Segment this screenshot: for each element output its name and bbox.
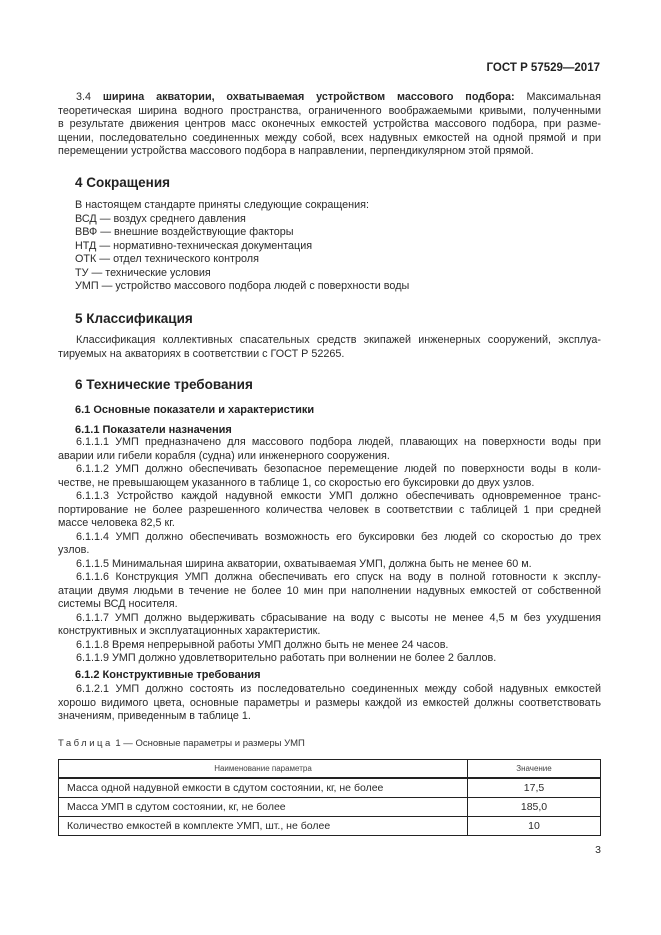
clause-paragraph: [58, 558, 601, 572]
section-5-title: 5 Классификация: [75, 311, 193, 326]
definition-text: Максимальная: [526, 91, 601, 103]
text-line: 6.1.1.6 Конструкция УМП должна обеспечивать его спуск на воду в полной готовности к эксплу-: [76, 571, 601, 583]
text-line: 6.1.1.7 УМП должно выдерживать сбрасывание на воду с высоты не менее 4,5 м без ухудшения: [76, 611, 601, 624]
text-line: честве, не превышающем указанного в таблице 1, со скоростью его буксировки до двух узлов.: [58, 476, 535, 489]
value-cell: 17,5: [468, 778, 601, 798]
defined-term: ширина акватории, охватываемая устройством массового подбора:: [102, 91, 515, 103]
text-line: 6.1.1.9 УМП должно удовлетворительно работать при волнении не более 2 баллов.: [76, 652, 497, 664]
subsection-6-1-title: 6.1 Основные показатели и характеристики: [75, 404, 315, 416]
parameters-table: [58, 759, 601, 836]
table-row: [59, 798, 601, 817]
table-row: [59, 817, 601, 836]
value-cell: 185,0: [468, 798, 601, 817]
text-line: атации двумя людьми в течение не более 10 мин при наполнении надувных емкостей от собственной: [58, 584, 601, 597]
section-3-4: [58, 91, 601, 159]
text-line: 6.1.1.4 УМП должно обеспечивать возможность его буксировки без людей со скоростью до трех: [76, 530, 601, 543]
clause-number: 3.4: [76, 91, 92, 103]
clause-paragraph: [58, 436, 601, 463]
text-line: системы ВСД носителя.: [58, 598, 178, 610]
text-line: 6.1.1.5 Минимальная ширина акватории, охватываемая УМП, должна быть не менее 60 м.: [76, 557, 532, 570]
abbreviation-item: ТУ — технические условия: [75, 266, 211, 279]
abbreviations-intro: В настоящем стандарте приняты следующие сокращения:: [75, 199, 369, 211]
text-line: 6.1.1.1 УМП предназначено для массового подбора людей, плавающих на поверхности воды при: [76, 436, 601, 448]
abbreviation-item: ВСД — воздух среднего давления: [75, 212, 246, 225]
document-header: ГОСТ Р 57529—2017: [486, 62, 600, 74]
column-header-parameter: Наименование параметра: [59, 760, 468, 779]
text-line: теоретическая ширина водного пространства, ограниченного воображаемыми кривыми, полученными: [58, 104, 601, 117]
table-caption-title: 1 — Основные параметры и размеры УМП: [112, 738, 305, 749]
parameter-cell: Масса одной надувной емкости в сдутом состоянии, кг, не более: [59, 778, 468, 798]
text-line: щении, последовательно соединенных между собой, всех надувных емкостей на одной прямой и при: [58, 131, 601, 144]
text-line: в результате движения центров масс оконечных емкостей устройства массового подбора, при разме-: [58, 118, 601, 130]
table-row: [59, 778, 601, 798]
definition-first-line: [58, 91, 601, 105]
text-line: аварии или гибели корабля (судна) или инженерного сооружения.: [58, 449, 390, 462]
subsection-6-1-2-title: 6.1.2 Конструктивные требования: [75, 669, 261, 681]
table-header-row: [59, 760, 601, 779]
clause-paragraph: [58, 639, 601, 653]
page-number: 3: [595, 844, 601, 856]
value-cell: 10: [468, 817, 601, 836]
text-line: значениям, приведенным в таблице 1.: [58, 710, 251, 722]
abbreviation-item: ВВФ — внешние воздействующие факторы: [75, 226, 294, 238]
table-caption: [58, 738, 305, 749]
clause-paragraph: [58, 652, 601, 666]
text-line: Классификация коллективных спасательных средств экипажей инженерных сооружений, эксплуа-: [76, 334, 601, 346]
clause-paragraph: [58, 490, 601, 531]
clause-paragraph: [58, 531, 601, 558]
text-line: 6.1.1.2 УМП должно обеспечивать безопасное перемещение людей по поверхности воды в коли-: [76, 463, 601, 475]
section-4-title: 4 Сокращения: [75, 175, 170, 190]
clause-paragraph: [58, 612, 601, 639]
text-line: массе человека 82,5 кг.: [58, 517, 175, 529]
clause-paragraph: [58, 571, 601, 612]
text-line: перемещении устройства массового подбора в направлении, перпендикулярном этой прямой.: [58, 145, 534, 157]
abbreviation-item: УМП — устройство массового подбора людей с поверхности воды: [75, 280, 410, 292]
table-caption-label: Таблица: [58, 738, 113, 749]
section-6-1-2-text: [58, 683, 601, 724]
text-line: портирование не более разрешенного количества человек в соответствии с таблицей 1 при средней: [58, 503, 601, 516]
clause-paragraph: [58, 463, 601, 490]
text-line: хорошо видимого цвета, основные параметры и размеры каждой из емкостей должны соответствовать: [58, 696, 601, 709]
abbreviation-item: ОТК — отдел технического контроля: [75, 253, 259, 265]
abbreviation-item: НТД — нормативно-техническая документация: [75, 239, 313, 252]
column-header-value: Значение: [468, 760, 601, 779]
parameter-cell: Масса УМП в сдутом состоянии, кг, не более: [59, 798, 468, 817]
abbreviations-list: [75, 199, 595, 294]
parameter-cell: Количество емкостей в комплекте УМП, шт., не более: [59, 817, 468, 836]
section-5-text: [58, 334, 601, 361]
subsection-6-1-1-title: 6.1.1 Показатели назначения: [75, 424, 232, 436]
text-line: тируемых на акваториях в соответствии с ГОСТ Р 52265.: [58, 347, 345, 360]
clause-paragraph: [58, 683, 601, 724]
text-line: 6.1.2.1 УМП должно состоять из последовательно соединенных между собой надувных емкостей: [76, 683, 601, 695]
text-line: конструктивных и эксплуатационных характеристик.: [58, 625, 321, 637]
text-line: узлов.: [58, 544, 90, 556]
text-line: 6.1.1.3 Устройство каждой надувной емкости УМП должно обеспечивать одновременное транс-: [76, 490, 601, 502]
text-line: 6.1.1.8 Время непрерывной работы УМП должно быть не менее 24 часов.: [76, 638, 449, 651]
section-6-title: 6 Технические требования: [75, 377, 253, 392]
section-6-1-1-text: [58, 436, 601, 666]
